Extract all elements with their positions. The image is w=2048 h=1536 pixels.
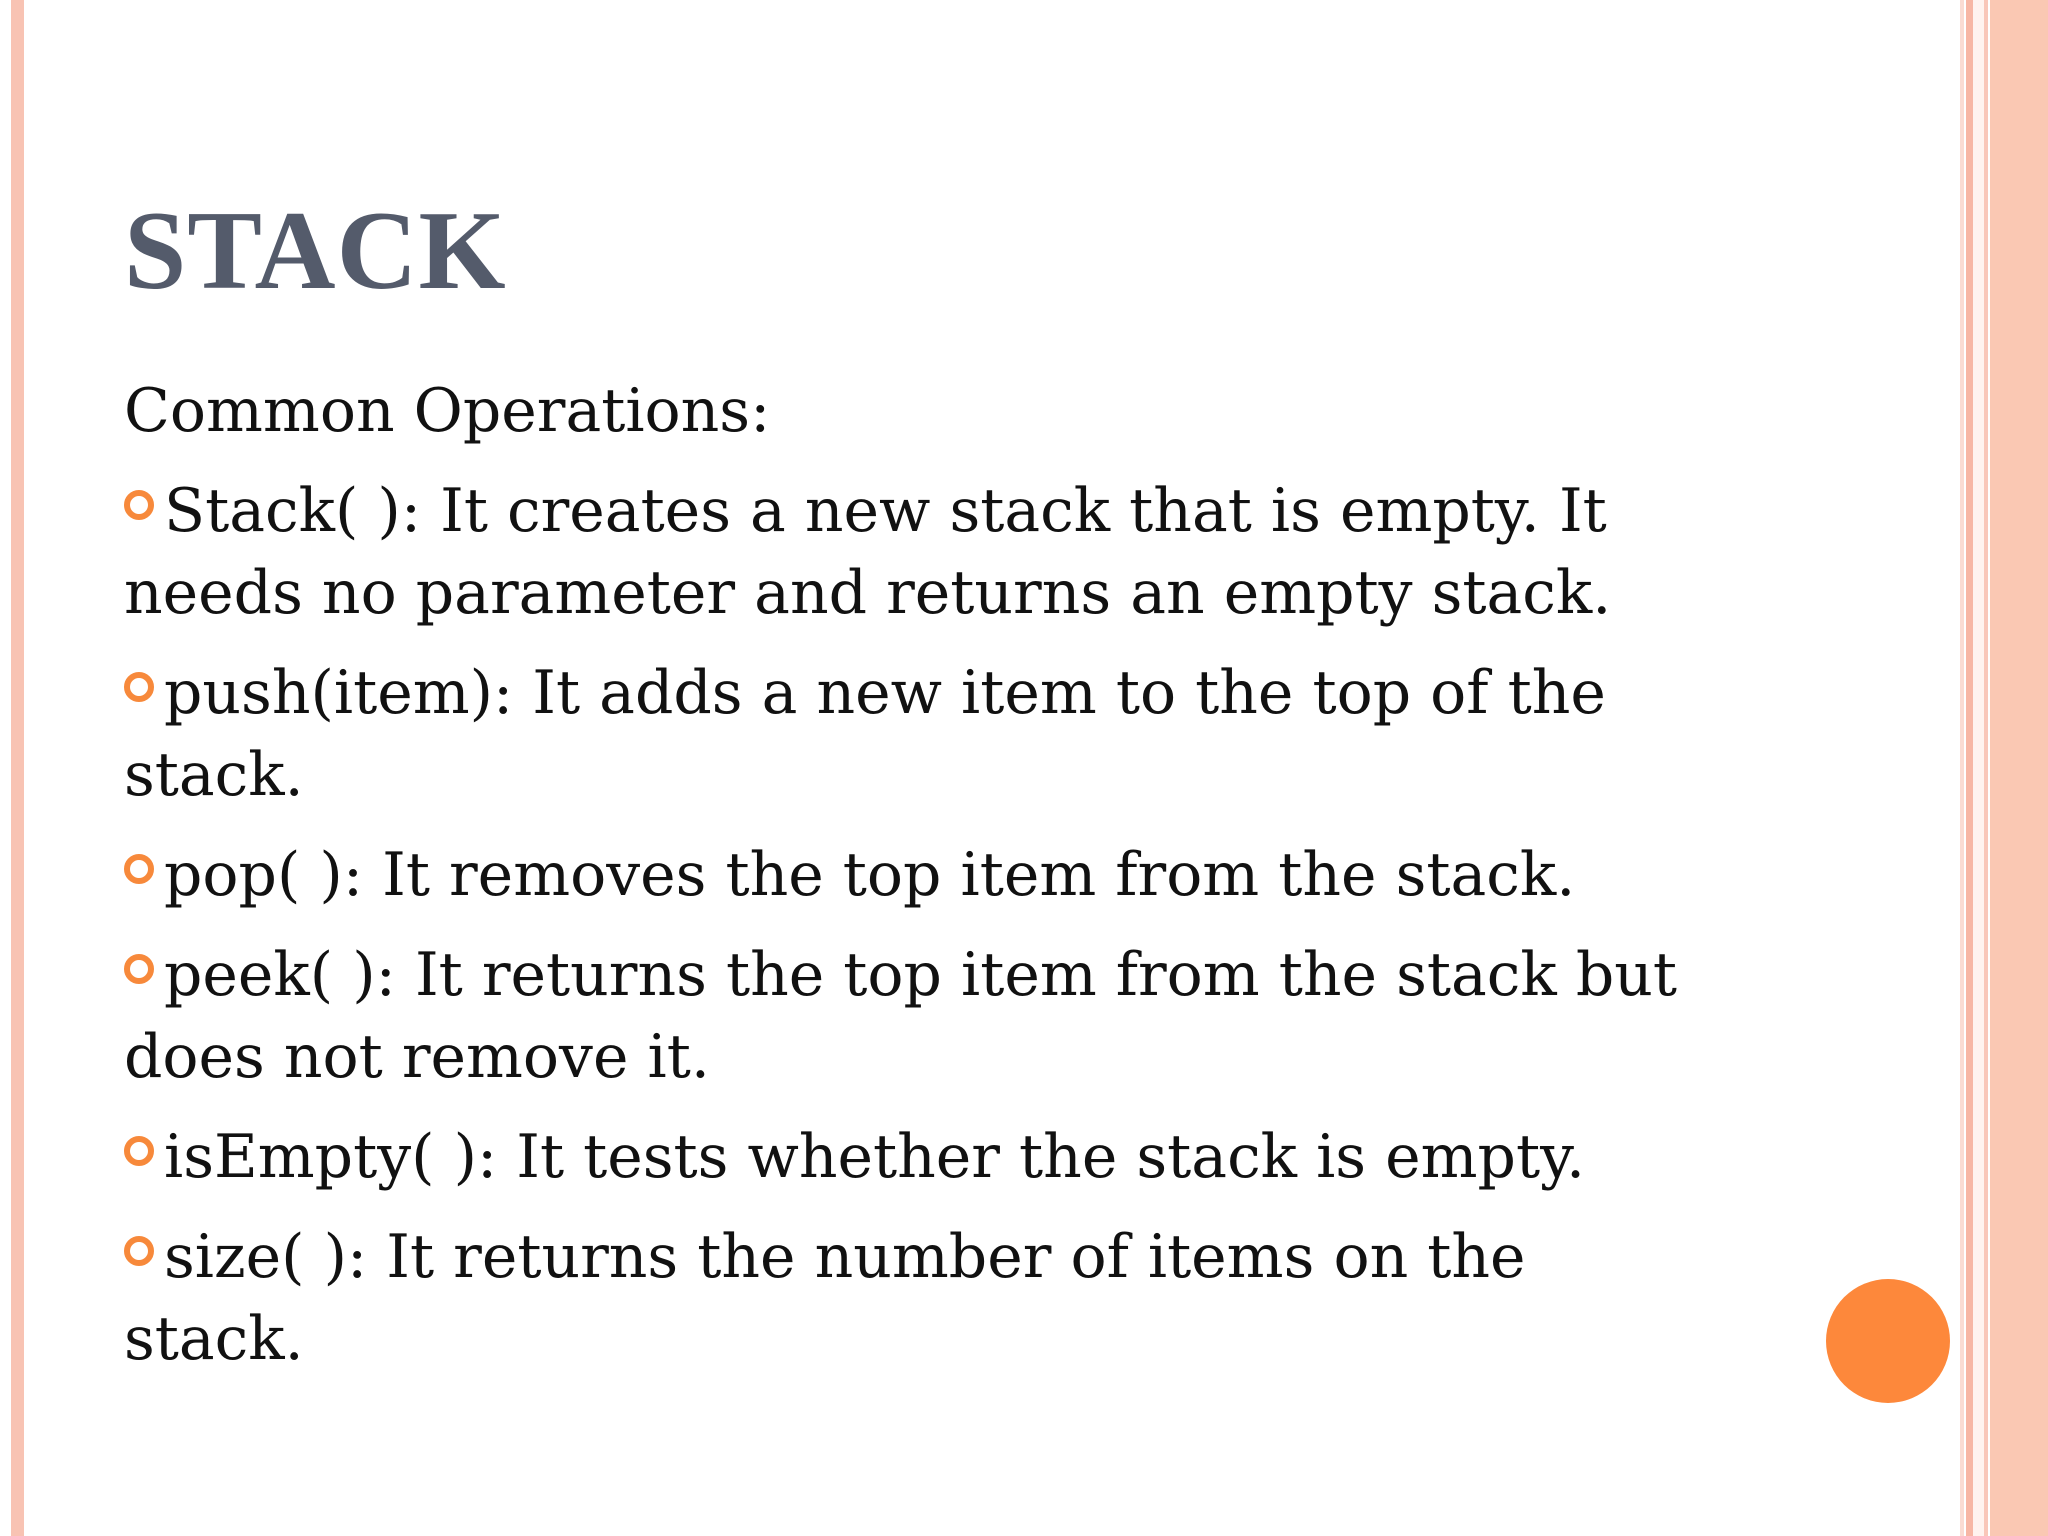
list-item	[124, 1216, 1784, 1380]
list-item-line: peek( ): It returns the top item from the stack but	[164, 940, 1677, 1010]
orange-circle-decoration	[1826, 1279, 1950, 1403]
list-item	[124, 834, 1784, 916]
list-item-line: needs no parameter and returns an empty stack.	[124, 558, 1612, 628]
hollow-circle-bullet-icon	[124, 954, 154, 984]
list-item	[124, 1116, 1784, 1198]
list-item-line: Stack( ): It creates a new stack that is empty. It	[164, 476, 1607, 546]
list-item-line: isEmpty( ): It tests whether the stack is empty.	[164, 1122, 1586, 1192]
hollow-circle-bullet-icon	[124, 1236, 154, 1266]
hollow-circle-bullet-icon	[124, 854, 154, 884]
hollow-circle-bullet-icon	[124, 1136, 154, 1166]
list-item-line: stack.	[124, 740, 304, 810]
slide-body	[124, 370, 1784, 1380]
list-item-line: does not remove it.	[124, 1022, 710, 1092]
right-border-line	[1966, 0, 1973, 1536]
right-border-band	[1990, 0, 2048, 1536]
list-item	[124, 470, 1784, 634]
list-item	[124, 652, 1784, 816]
intro-text: Common Operations:	[124, 376, 771, 446]
right-border-line	[1984, 0, 1988, 1536]
list-item-line: stack.	[124, 1304, 304, 1374]
left-border-stripe	[11, 0, 24, 1536]
hollow-circle-bullet-icon	[124, 672, 154, 702]
right-border-gap	[1973, 0, 1984, 1536]
list-item-line: push(item): It adds a new item to the top of the	[164, 658, 1606, 728]
hollow-circle-bullet-icon	[124, 490, 154, 520]
list-item-line: size( ): It returns the number of items on the	[164, 1222, 1526, 1292]
right-border-line	[1960, 0, 1964, 1536]
list-item-line: pop( ): It removes the top item from the stack.	[164, 840, 1576, 910]
slide-title: STACK	[124, 189, 507, 313]
list-item	[124, 934, 1784, 1098]
